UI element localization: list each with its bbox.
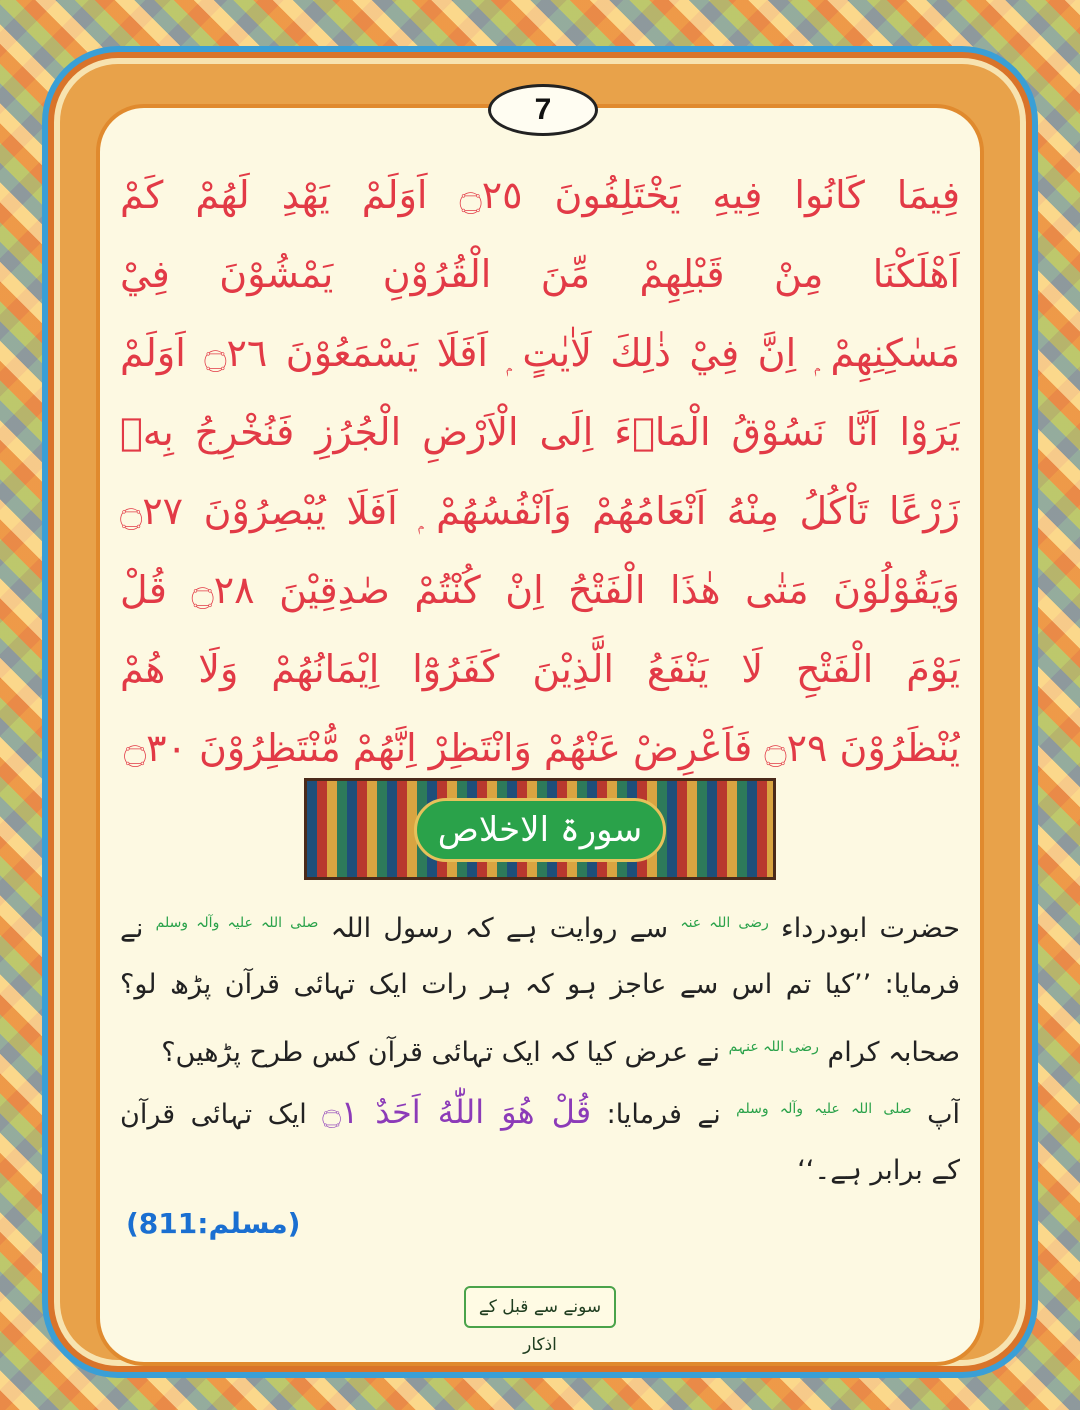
quran-verses — [120, 156, 960, 788]
verse-line: زَرْعًا تَاْكُلُ مِنْهُ اَنْعَامُهُمْ وَاَنْفُسُهُمْ ۭ اَفَلَا يُبْصِرُوْنَ ۝٢٧ — [120, 489, 960, 533]
hadith-text-part: ایک تہائی قرآن — [120, 1099, 307, 1130]
verse-line: يَوْمَ الْفَتْحِ لَا يَنْفَعُ الَّذِيْنَ كَفَرُوْٓا اِيْمَانُهُمْ وَلَا هُمْ — [120, 647, 960, 691]
honorific: رضی اللہ عنہ — [680, 915, 769, 931]
verse-line: وَيَقُوْلُوْنَ مَتٰى هٰذَا الْفَتْحُ اِنْ كُنْتُمْ صٰدِقِيْنَ ۝٢٨ قُلْ — [120, 568, 960, 612]
hadith-text-part: نے — [120, 913, 144, 944]
surah-title: سورۃ الاخلاص — [414, 798, 666, 862]
hadith-line: کے برابر ہے۔‘‘ — [797, 1155, 960, 1186]
honorific: صلی اللہ علیہ وآلہ وسلم — [155, 915, 319, 931]
page-number: 7 — [488, 84, 598, 136]
hadith-line — [120, 892, 960, 954]
verse-line: فِيمَا كَانُوا فِيهِ يَخْتَلِفُونَ ۝٢٥ اَوَلَمْ يَهْدِ لَهُمْ كَمْ — [120, 173, 960, 217]
hadith-text-part: آپ — [927, 1099, 960, 1130]
hadith-text-part: نے عرض کیا کہ ایک تہائی قرآن کس طرح پڑھیں؟ — [161, 1037, 721, 1068]
hadith-reference: (مسلم:811) — [126, 1207, 301, 1240]
hadith-text — [120, 892, 960, 1202]
honorific: صلی اللہ علیہ وآلہ وسلم — [736, 1101, 912, 1117]
verse-line: اَهْلَكْنَا مِنْ قَبْلِهِمْ مِّنَ الْقُرُوْنِ يَمْشُوْنَ فِيْ — [120, 252, 960, 296]
hadith-text-part: نے فرمایا: — [606, 1099, 721, 1130]
verse-line: يَرَوْا اَنَّا نَسُوْقُ الْمَاۗءَ اِلَى الْاَرْضِ الْجُرُزِ فَنُخْرِجُ بِهٖ — [120, 410, 960, 454]
verse-line: مَسٰكِنِهِمْ ۭ اِنَّ فِيْ ذٰلِكَ لَاٰيٰتٍ ۭ اَفَلَا يَسْمَعُوْنَ ۝٢٦ اَوَلَمْ — [120, 331, 960, 375]
hadith-line — [120, 1016, 960, 1078]
hadith-text-part: سے روایت ہے کہ رسول اللہ — [330, 913, 669, 944]
hadith-line — [120, 1078, 960, 1140]
footer-section-label: سونے سے قبل کے اذکار — [464, 1286, 616, 1328]
honorific: رضی اللہ عنہم — [728, 1039, 819, 1055]
verse-line: يُنْظَرُوْنَ ۝٢٩ فَاَعْرِضْ عَنْهُمْ وَانْتَظِرْ اِنَّهُمْ مُّنْتَظِرُوْنَ ۝٣٠ — [123, 726, 960, 770]
hadith-line: فرمایا: ’’کیا تم اس سے عاجز ہو کہ ہر رات ایک تہائی قرآن پڑھ لو؟ — [120, 969, 960, 1000]
quoted-ayah: قُلْ هُوَ اللّٰهُ اَحَدٌ ۝١ — [322, 1093, 592, 1131]
hadith-text-part: حضرت ابودرداء — [781, 913, 960, 944]
hadith-text-part: صحابہ کرام — [827, 1037, 960, 1068]
